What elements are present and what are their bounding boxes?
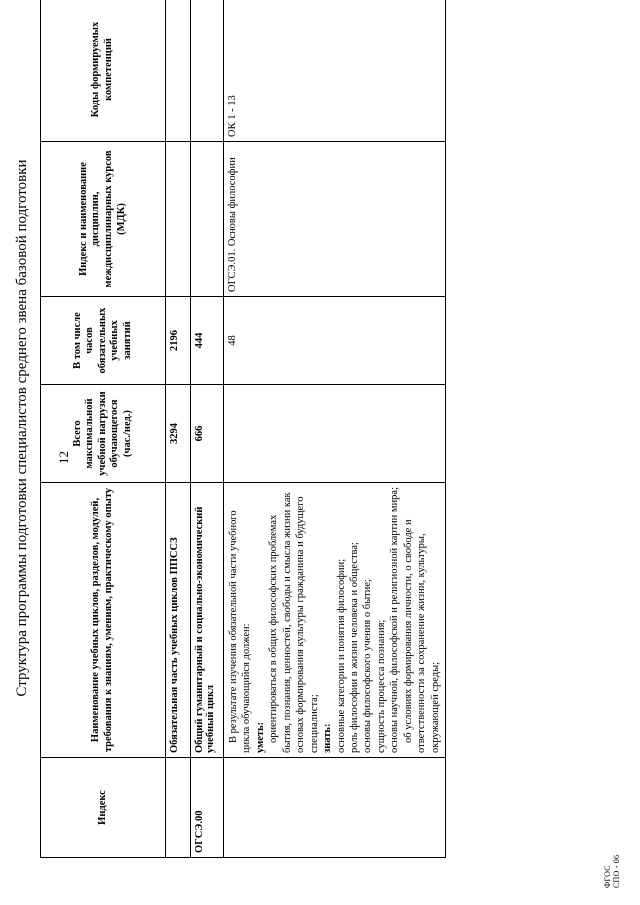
requirements-cell bbox=[224, 483, 446, 758]
knowledge-item: основы научной, философской и религиозной картин мира; bbox=[389, 486, 401, 753]
cycle-mandatory: 444 bbox=[191, 297, 224, 385]
skill-item: ориентироваться в общих философских проблемах бытия, познания, ценностей, свободы и смысла жизни как основах формирования культуры гражданина и будущего специалиста; bbox=[268, 492, 320, 753]
header-name: Наименование учебных циклов, разделов, модулей, требования к знаниям, умениям, практическому опыту bbox=[41, 483, 166, 758]
cycle-row bbox=[191, 0, 224, 858]
knowledge-item: сущность процесса познания; bbox=[375, 619, 387, 753]
summary-name: Обязательная часть учебных циклов ППССЗ bbox=[166, 483, 191, 758]
detail-discipline: ОГСЭ.01. Основы философии bbox=[224, 142, 446, 297]
skills-label: уметь: bbox=[254, 721, 266, 753]
summary-mandatory: 2196 bbox=[166, 297, 191, 385]
cycle-name: Общий гуманитарный и социально-экономический учебный цикл bbox=[191, 483, 224, 758]
program-structure-table bbox=[40, 0, 446, 858]
knowledge-item: роль философии в жизни человека и общества; bbox=[348, 542, 360, 753]
requirements-intro: В результате изучения обязательной части учебного цикла обучающийся должен: bbox=[228, 510, 253, 753]
cycle-competencies-cell bbox=[191, 0, 224, 142]
knowledge-item: основы философского учения о бытие; bbox=[362, 579, 374, 753]
header-index: Индекс bbox=[41, 758, 166, 858]
cycle-total: 666 bbox=[191, 385, 224, 483]
table-title: Структура программы подготовки специалистов среднего звена базовой подготовки bbox=[14, 159, 30, 697]
header-competencies: Коды формируемых компетенций bbox=[41, 0, 166, 142]
header-mandatory: В том числе часов обязательных учебных занятий bbox=[41, 297, 166, 385]
summary-index-cell bbox=[166, 758, 191, 858]
summary-total: 3294 bbox=[166, 385, 191, 483]
detail-mandatory: 48 bbox=[224, 297, 446, 385]
knowledge-item: основные категории и понятия философии; bbox=[335, 558, 347, 753]
page-footer: ФГОС СПО - 06 bbox=[603, 854, 621, 888]
summary-discipline-cell bbox=[166, 142, 191, 297]
header-row bbox=[41, 0, 166, 858]
detail-row bbox=[224, 0, 446, 858]
cycle-index: ОГСЭ.00 bbox=[191, 758, 224, 858]
knowledge-label: знать: bbox=[322, 723, 334, 753]
page-number: 12 bbox=[56, 451, 71, 464]
header-discipline: Индекс и наименование дисциплин, междисциплинарных курсов (МДК) bbox=[41, 142, 166, 297]
detail-competencies: ОК 1 - 13 bbox=[224, 0, 446, 142]
detail-total-cell bbox=[224, 385, 446, 483]
knowledge-item: об условиях формирования личности, о свободе и ответственности за сохранение жизни, культуры, окружающей среды; bbox=[402, 519, 441, 753]
cycle-discipline-cell bbox=[191, 142, 224, 297]
summary-row bbox=[166, 0, 191, 858]
rotated-content bbox=[12, 0, 507, 858]
detail-index-cell bbox=[224, 758, 446, 858]
summary-competencies-cell bbox=[166, 0, 191, 142]
header-total: Всего максимальной учебной нагрузки обучающегося (час./нед.) bbox=[41, 385, 166, 483]
